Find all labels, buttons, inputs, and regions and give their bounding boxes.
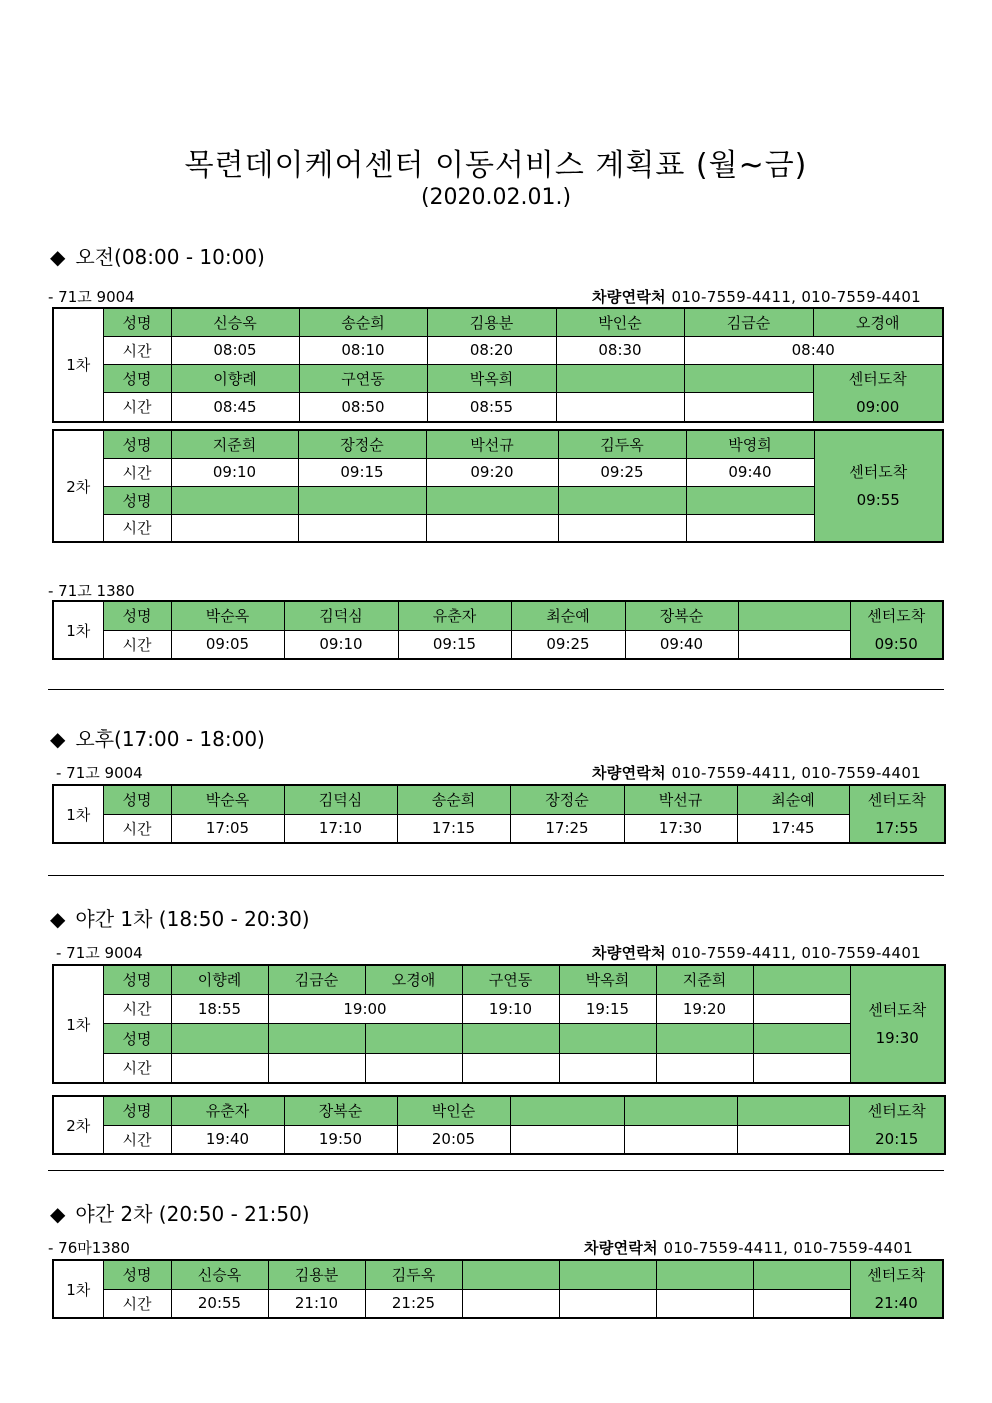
- vehicle-label: - 76마1380: [48, 1239, 130, 1257]
- passenger-name: [686, 486, 814, 514]
- arrival-cell: [849, 1096, 945, 1154]
- diamond-bullet-icon: ◆: [50, 1202, 66, 1226]
- passenger-name: [558, 486, 686, 514]
- arrival-time: 19:30: [875, 1029, 919, 1047]
- pickup-time: 19:10: [462, 994, 559, 1023]
- section-afternoon-title: 오후(17:00 - 18:00): [75, 727, 265, 751]
- diamond-bullet-icon: ◆: [50, 245, 66, 269]
- passenger-name: 송순희: [397, 785, 510, 814]
- night1-run1-table: [52, 964, 946, 1084]
- arrival-label: 센터도착: [849, 463, 908, 481]
- pickup-time: [753, 994, 850, 1023]
- run-label: 2차: [53, 430, 103, 542]
- passenger-name: 박옥희: [559, 965, 656, 994]
- vehicle-contact: [584, 1237, 913, 1258]
- arrival-time: 20:15: [875, 1130, 919, 1148]
- passenger-name: [171, 1023, 268, 1053]
- pickup-time: 18:55: [171, 994, 268, 1023]
- passenger-name: 지준희: [171, 430, 298, 458]
- time-header: 시간: [103, 1125, 171, 1154]
- passenger-name: 장정순: [510, 785, 624, 814]
- passenger-name: 박영희: [686, 430, 814, 458]
- pickup-time: 17:30: [624, 814, 737, 843]
- passenger-name: [656, 1023, 753, 1053]
- passenger-name: 김덕심: [284, 601, 398, 630]
- contact-label: 차량연락처: [584, 1239, 658, 1257]
- pickup-time: [737, 1125, 849, 1154]
- section-divider: [48, 1170, 944, 1171]
- contact-label: 차량연락처: [592, 288, 666, 306]
- time-header: 시간: [103, 393, 171, 422]
- pickup-time: 09:10: [171, 458, 298, 486]
- passenger-name: [268, 1023, 365, 1053]
- pickup-time: [462, 1053, 559, 1083]
- name-header: 성명: [103, 1096, 171, 1125]
- section-divider: [48, 689, 944, 690]
- passenger-name: 지준희: [656, 965, 753, 994]
- arrival-label: 센터도착: [868, 1001, 927, 1019]
- pickup-time: 19:40: [171, 1125, 284, 1154]
- page-title: 목련데이케어센터 이동서비스 계획표 (월~금): [184, 148, 808, 183]
- pickup-time: [738, 630, 850, 659]
- passenger-name: [738, 601, 850, 630]
- pickup-time: 09:25: [511, 630, 625, 659]
- pickup-time: 21:25: [365, 1289, 462, 1318]
- pickup-time: 19:20: [656, 994, 753, 1023]
- pickup-time: [559, 1289, 656, 1318]
- contact-numbers: 010-7559-4411, 010-7559-4401: [671, 944, 922, 962]
- name-header: 성명: [103, 364, 171, 393]
- passenger-name: 김금순: [268, 965, 365, 994]
- pickup-time: [556, 393, 684, 422]
- pickup-time: [624, 1125, 737, 1154]
- name-header: 성명: [103, 430, 171, 458]
- passenger-name: [462, 1023, 559, 1053]
- passenger-name: 최순예: [511, 601, 625, 630]
- time-header: 시간: [103, 514, 171, 542]
- passenger-name: 김용분: [268, 1260, 365, 1289]
- passenger-name: [656, 1260, 753, 1289]
- passenger-name: 박선규: [426, 430, 558, 458]
- arrival-cell: [813, 364, 943, 422]
- time-header: 시간: [103, 814, 171, 843]
- run-label: 1차: [53, 1260, 103, 1318]
- passenger-name: 오경애: [365, 965, 462, 994]
- passenger-name: 장정순: [298, 430, 426, 458]
- arrival-cell: [850, 1260, 943, 1318]
- arrival-time: 09:55: [856, 491, 900, 509]
- passenger-name: 김두옥: [558, 430, 686, 458]
- pickup-time: 17:10: [284, 814, 397, 843]
- pickup-time: [171, 514, 298, 542]
- passenger-name: 구연동: [299, 364, 427, 393]
- pickup-time: [656, 1289, 753, 1318]
- diamond-bullet-icon: ◆: [50, 907, 66, 931]
- pickup-time: 21:10: [268, 1289, 365, 1318]
- vehicle-label: - 71고 1380: [48, 582, 135, 600]
- arrival-cell: [850, 965, 945, 1083]
- contact-numbers: 010-7559-4411, 010-7559-4401: [663, 1239, 914, 1257]
- passenger-name: [753, 965, 850, 994]
- passenger-name: 박순옥: [171, 601, 284, 630]
- arrival-label: 센터도착: [867, 607, 926, 625]
- passenger-name: 장복순: [625, 601, 738, 630]
- arrival-label: 센터도착: [867, 1102, 926, 1120]
- passenger-name: 유춘자: [398, 601, 511, 630]
- passenger-name: 구연동: [462, 965, 559, 994]
- pickup-time: [510, 1125, 624, 1154]
- passenger-name: [462, 1260, 559, 1289]
- pickup-time: 09:25: [558, 458, 686, 486]
- plan-date: (2020.02.01.): [420, 185, 572, 210]
- pickup-time: [753, 1289, 850, 1318]
- pickup-time: [753, 1053, 850, 1083]
- name-header: 성명: [103, 486, 171, 514]
- passenger-name: [556, 364, 684, 393]
- passenger-name: [624, 1096, 737, 1125]
- name-header: 성명: [103, 1260, 171, 1289]
- time-header: 시간: [103, 458, 171, 486]
- pickup-time: 08:55: [427, 393, 556, 422]
- pickup-time: 08:30: [556, 336, 684, 364]
- section-morning-header: [50, 241, 265, 270]
- passenger-name: 신승옥: [171, 1260, 268, 1289]
- run-label: 1차: [53, 308, 103, 422]
- pickup-time: [558, 514, 686, 542]
- contact-label: 차량연락처: [592, 944, 666, 962]
- vehicle-contact: [592, 286, 921, 307]
- arrival-cell: [850, 601, 943, 659]
- passenger-name: 장복순: [284, 1096, 397, 1125]
- pickup-time: 09:20: [426, 458, 558, 486]
- passenger-name: 이향례: [171, 965, 268, 994]
- arrival-label: 센터도착: [867, 1266, 926, 1284]
- pickup-time: 19:50: [284, 1125, 397, 1154]
- pickup-time: 19:15: [559, 994, 656, 1023]
- arrival-time: 09:50: [874, 635, 918, 653]
- contact-numbers: 010-7559-4411, 010-7559-4401: [671, 764, 922, 782]
- pickup-time: 17:15: [397, 814, 510, 843]
- passenger-name: 박선규: [624, 785, 737, 814]
- pickup-time: 08:05: [171, 336, 299, 364]
- pickup-time: [656, 1053, 753, 1083]
- passenger-name: [365, 1023, 462, 1053]
- run-label: 1차: [53, 965, 103, 1083]
- pickup-time: 08:20: [427, 336, 556, 364]
- name-header: 성명: [103, 965, 171, 994]
- passenger-name: [426, 486, 558, 514]
- pickup-time: 09:40: [686, 458, 814, 486]
- pickup-time: 08:50: [299, 393, 427, 422]
- pickup-time: [426, 514, 558, 542]
- passenger-name: 김덕심: [284, 785, 397, 814]
- run-label: 1차: [53, 785, 103, 843]
- section-night2-title: 야간 2차 (20:50 - 21:50): [75, 1202, 310, 1226]
- pickup-time: 08:10: [299, 336, 427, 364]
- arrival-time: 21:40: [874, 1294, 918, 1312]
- passenger-name: [684, 364, 813, 393]
- vehicle-label: - 71고 9004: [56, 764, 143, 782]
- arrival-cell: [849, 785, 945, 843]
- time-header: 시간: [103, 1289, 171, 1318]
- diamond-bullet-icon: ◆: [50, 727, 66, 751]
- name-header: 성명: [103, 308, 171, 336]
- pickup-time: 17:45: [737, 814, 849, 843]
- afternoon-run1-table: [52, 784, 946, 844]
- pickup-time: 20:05: [397, 1125, 510, 1154]
- section-night1-header: [50, 903, 310, 932]
- contact-numbers: 010-7559-4411, 010-7559-4401: [671, 288, 922, 306]
- pickup-time: [268, 1053, 365, 1083]
- passenger-name: [559, 1023, 656, 1053]
- morning-run2-table: [52, 429, 944, 543]
- arrival-cell: [814, 430, 943, 542]
- pickup-time: 17:25: [510, 814, 624, 843]
- vehicle-label: - 71고 9004: [48, 288, 135, 306]
- pickup-time: 17:05: [171, 814, 284, 843]
- passenger-name: 김두옥: [365, 1260, 462, 1289]
- vehicle-label: - 71고 9004: [56, 944, 143, 962]
- pickup-time: 20:55: [171, 1289, 268, 1318]
- pickup-time: 09:40: [625, 630, 738, 659]
- passenger-name: [171, 486, 298, 514]
- name-header: 성명: [103, 601, 171, 630]
- passenger-name: [737, 1096, 849, 1125]
- morning-run3-table: [52, 600, 944, 660]
- pickup-time: 09:10: [284, 630, 398, 659]
- pickup-time: 08:45: [171, 393, 299, 422]
- arrival-time: 17:55: [875, 819, 919, 837]
- run-label: 2차: [53, 1096, 103, 1154]
- pickup-time: 09:15: [398, 630, 511, 659]
- time-header: 시간: [103, 994, 171, 1023]
- time-header: 시간: [103, 630, 171, 659]
- passenger-name: 송순희: [299, 308, 427, 336]
- passenger-name: [753, 1260, 850, 1289]
- time-header: 시간: [103, 1053, 171, 1083]
- passenger-name: 오경애: [813, 308, 943, 336]
- section-divider: [48, 875, 944, 876]
- section-morning-title: 오전(08:00 - 10:00): [75, 245, 265, 269]
- pickup-time: 19:00: [268, 994, 462, 1023]
- run-label: 1차: [53, 601, 103, 659]
- night2-run1-table: [52, 1259, 944, 1319]
- pickup-time: [686, 514, 814, 542]
- passenger-name: [510, 1096, 624, 1125]
- passenger-name: [753, 1023, 850, 1053]
- pickup-time: [684, 393, 813, 422]
- passenger-name: 유춘자: [171, 1096, 284, 1125]
- contact-label: 차량연락처: [592, 764, 666, 782]
- passenger-name: [559, 1260, 656, 1289]
- vehicle-contact: [592, 762, 921, 783]
- pickup-time: 08:40: [684, 336, 943, 364]
- passenger-name: [298, 486, 426, 514]
- passenger-name: 이향례: [171, 364, 299, 393]
- passenger-name: 박인순: [556, 308, 684, 336]
- section-night2-header: [50, 1198, 310, 1227]
- pickup-time: 09:15: [298, 458, 426, 486]
- night1-run2-table: [52, 1095, 946, 1155]
- pickup-time: [559, 1053, 656, 1083]
- section-afternoon-header: [50, 723, 265, 752]
- name-header: 성명: [103, 785, 171, 814]
- passenger-name: 최순예: [737, 785, 849, 814]
- section-night1-title: 야간 1차 (18:50 - 20:30): [75, 907, 310, 931]
- arrival-label: 센터도착: [867, 791, 926, 809]
- pickup-time: [365, 1053, 462, 1083]
- pickup-time: [298, 514, 426, 542]
- time-header: 시간: [103, 336, 171, 364]
- pickup-time: 09:05: [171, 630, 284, 659]
- arrival-time: 09:00: [856, 397, 900, 416]
- passenger-name: 신승옥: [171, 308, 299, 336]
- arrival-label: 센터도착: [848, 369, 907, 388]
- passenger-name: 김금순: [684, 308, 813, 336]
- passenger-name: 박옥희: [427, 364, 556, 393]
- pickup-time: [171, 1053, 268, 1083]
- passenger-name: 김용분: [427, 308, 556, 336]
- passenger-name: 박순옥: [171, 785, 284, 814]
- passenger-name: 박인순: [397, 1096, 510, 1125]
- morning-run1-table: [52, 307, 944, 423]
- pickup-time: [462, 1289, 559, 1318]
- vehicle-contact: [592, 942, 921, 963]
- name-header: 성명: [103, 1023, 171, 1053]
